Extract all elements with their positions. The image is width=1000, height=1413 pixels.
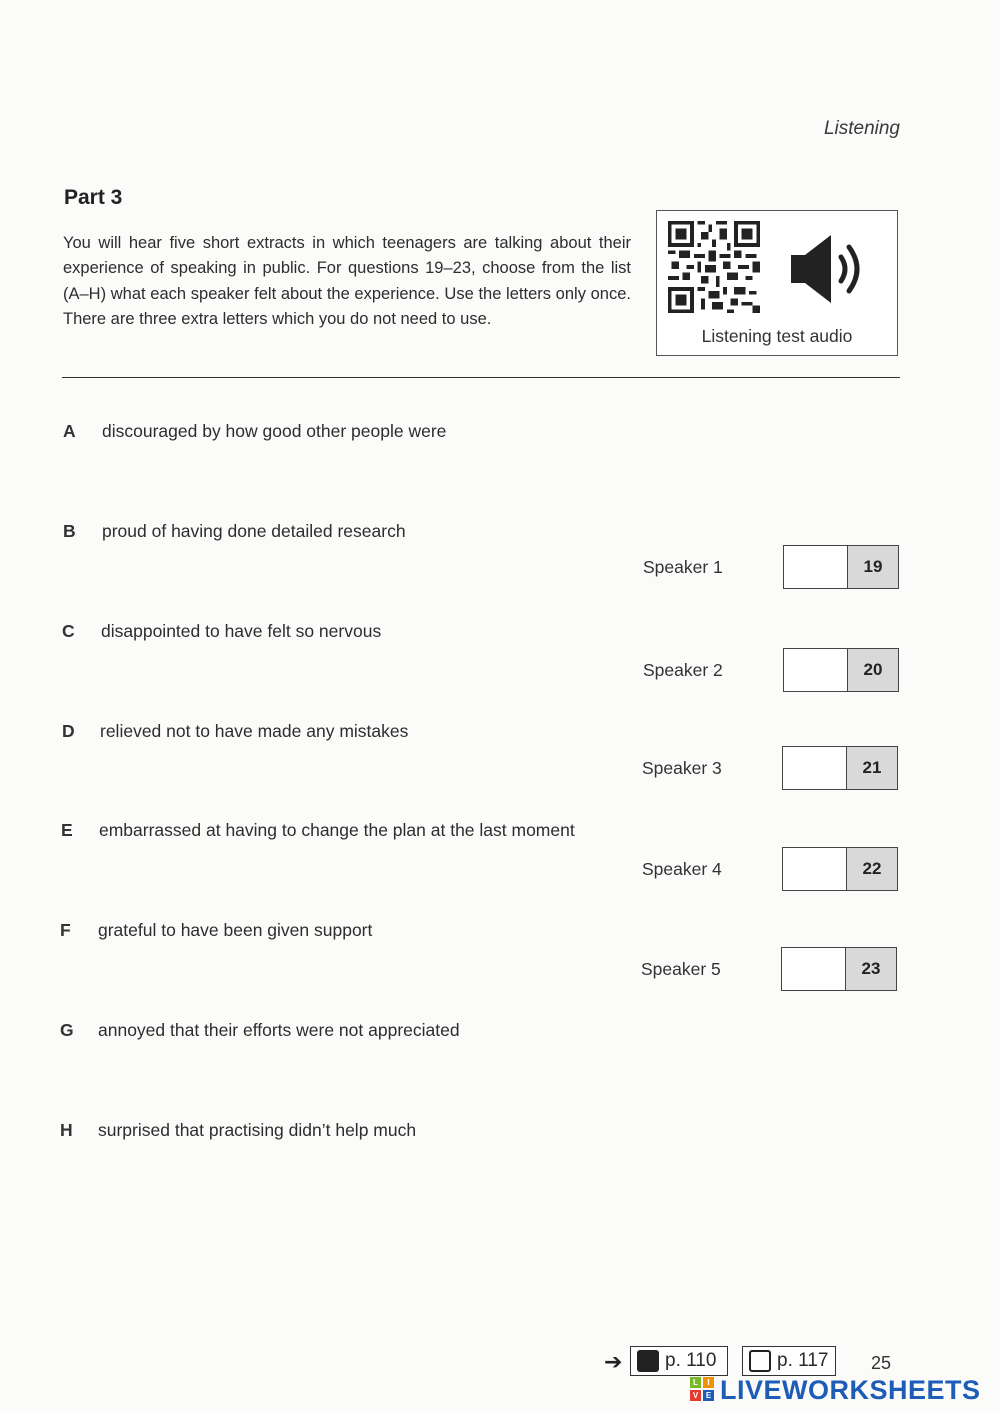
option-letter: B [63, 521, 76, 541]
option-text: surprised that practising didn’t help much [98, 1120, 417, 1140]
question-number: 22 [846, 847, 898, 891]
logo-letter-i: I [703, 1377, 714, 1388]
part-title: Part 3 [64, 186, 123, 209]
option-text: grateful to have been given support [98, 920, 373, 940]
logo-mark-icon [690, 1377, 716, 1403]
logo-letter-v: V [690, 1390, 701, 1401]
option-letter: H [60, 1120, 73, 1140]
answer-input-23[interactable] [781, 947, 845, 991]
page-number: 25 [871, 1353, 892, 1373]
option-letter: C [62, 621, 75, 641]
option-letter: G [60, 1020, 74, 1040]
question-number: 23 [845, 947, 897, 991]
speaker-label: Speaker 4 [642, 859, 722, 879]
logo-text: LIVEWORKSHEETS [720, 1374, 981, 1405]
option-letter: A [63, 421, 76, 441]
option-text: discouraged by how good other people were [102, 421, 447, 441]
qr-code-icon[interactable] [668, 221, 760, 313]
answer-input-22[interactable] [782, 847, 846, 891]
answer-input-19[interactable] [783, 545, 847, 589]
option-text: relieved not to have made any mistakes [100, 721, 409, 741]
audio-caption: Listening test audio [701, 326, 853, 346]
question-number: 21 [846, 746, 898, 790]
arrow-right-icon: ➔ [604, 1349, 623, 1374]
speaker-label: Speaker 2 [643, 660, 723, 680]
option-text: annoyed that their efforts were not appreciated [98, 1020, 460, 1040]
speaker-label: Speaker 3 [642, 758, 722, 778]
question-number: 20 [847, 648, 899, 692]
option-letter: E [61, 820, 73, 840]
audio-box[interactable] [656, 210, 898, 356]
answer-input-21[interactable] [782, 746, 846, 790]
option-text: disappointed to have felt so nervous [101, 621, 382, 641]
reference-page-2: p. 117 [777, 1350, 829, 1371]
speaker-label: Speaker 5 [641, 959, 721, 979]
instructions: You will hear five short extracts in which teenagers are talking about their experience of speaking in public. For questions 19–23, choose from the list (A–H) what each speaker felt about the experience. Use the letters only once. There are three extra letters which you do not need to use. [63, 234, 631, 328]
speaker-label: Speaker 1 [643, 557, 723, 577]
speaker-volume-icon[interactable] [787, 229, 873, 309]
divider [62, 377, 900, 378]
logo-letter-e: E [703, 1390, 714, 1401]
section-label: Listening [823, 118, 900, 139]
option-text: embarrassed at having to change the plan at the last moment [99, 820, 575, 840]
logo-letter-l: L [690, 1377, 701, 1388]
liveworksheets-logo [690, 1372, 981, 1408]
reference-page-1: p. 110 [665, 1350, 717, 1371]
option-letter: F [60, 920, 71, 940]
document-icon [749, 1350, 771, 1372]
option-text: proud of having done detailed research [102, 521, 406, 541]
option-letter: D [62, 721, 75, 741]
question-number: 19 [847, 545, 899, 589]
study-guide-icon [637, 1350, 659, 1372]
answer-input-20[interactable] [783, 648, 847, 692]
